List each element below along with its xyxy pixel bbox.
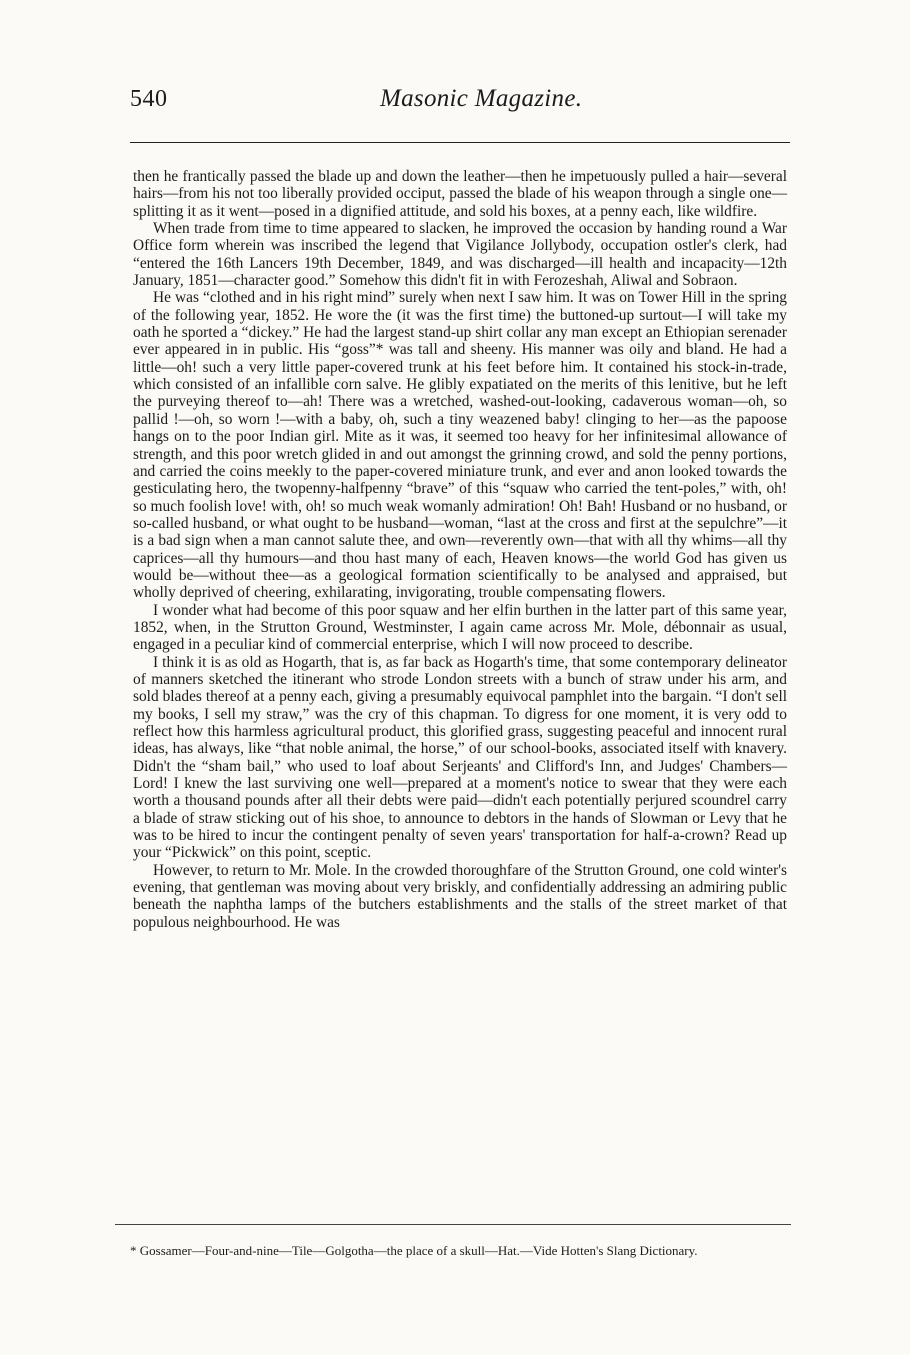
page-header <box>130 86 790 116</box>
header-rule <box>130 142 790 143</box>
paragraph-1: then he frantically passed the blade up and down the leather—then he impetuously pulled a hair—several hairs—from his not too liberally provided occiput, passed the blade of his weapon through a single one—splitting it as it went—posed in a dignified attitude, and sold his boxes, at a penny each, like wildfire. <box>133 168 787 220</box>
page-number: 540 <box>130 86 168 112</box>
footnote-rule <box>115 1224 791 1225</box>
paragraph-3: He was “clothed and in his right mind” surely when next I saw him. It was on Tower Hill in the spring of the following year, 1852. He wore the (it was the first time) the buttoned-up surtout—I will take my oath he sported a “dickey.” He had the largest stand-up shirt collar any man except an Ethiopian serenader ever appeared in in public. His “goss”* was tall and sheeny. His manner was oily and bland. He had a little—oh! such a very little paper-covered trunk at his feet before him. It contained his stock-in-trade, which consisted of an infallible corn salve. He glibly expatiated on the merits of this lenitive, but he left the purveying thereof to—ah! There was a wretched, washed-out-looking, cadaverous woman—oh, so pallid !—oh, so worn !—with a baby, oh, such a tiny weazened baby! clinging to her—as the papoose hangs on to the poor Indian girl. Mite as it was, it seemed too heavy for her infinitesimal allowance of strength, and this poor wretch glided in and out amongst the grinning crowd, and sold the penny portions, and carried the coins meekly to the paper-covered miniature trunk, and ever and anon looked towards the gesticulating hero, the twopenny-halfpenny “brave” of this “squaw who carried the tent-poles,” with, oh! so much foolish love! with, oh! so much weak womanly admiration! Oh! Bah! Husband or no husband, or so-called husband, or what ought to be husband—woman, “last at the cross and first at the sepulchre”—it is a bad sign when a man cannot salute thee, and own—reverently own—that with all thy whims—all thy caprices—all thy humours—and thou hast many of each, Heaven knows—the world God has given us would be—without thee—as a geological formation scientifically to be analysed and appraised, but wholly deprived of cheering, exhilarating, invigorating, trouble compensating flowers. <box>133 289 787 602</box>
paragraph-2: When trade from time to time appeared to slacken, he improved the occasion by handing round a War Office form wherein was inscribed the legend that Vigilance Jollybody, occupation ostler's clerk, had “entered the 16th Lancers 19th December, 1849, and was discharged—ill health and incapacity—12th January, 1851—character good.” Somehow this didn't fit in with Ferozeshah, Aliwal and Sobraon. <box>133 220 787 290</box>
running-title: Masonic Magazine. <box>380 85 583 112</box>
paragraph-6: However, to return to Mr. Mole. In the crowded thoroughfare of the Strutton Ground, one cold winter's evening, that gentleman was moving about very briskly, and confidentially addressing an admiring public beneath the naphtha lamps of the butchers establishments and the stalls of the street market of that populous neighbourhood. He was <box>133 861 787 931</box>
footnote-text: * Gossamer—Four-and-nine—Tile—Golgotha—the place of a skull—Hat.—Vide Hotten's Slang Dictionary. <box>130 1243 698 1258</box>
footnote <box>118 1243 786 1258</box>
article-body <box>133 168 787 931</box>
paragraph-5: I think it is as old as Hogarth, that is, as far back as Hogarth's time, that some contemporary delineator of manners sketched the itinerant who strode London streets with a bunch of straw under his arm, and sold blades thereof at a penny each, giving a presumably equivocal pamphlet into the bargain. “I don't sell my books, I sell my straw,” was the cry of this chapman. To digress for one moment, it is very odd to reflect how this harmless agricultural product, this glorified grass, suggesting peaceful and innocent rural ideas, has always, like “that noble animal, the horse,” of our school-books, associated itself with knavery. Didn't the “sham bail,” who used to loaf about Serjeants' and Clifford's Inn, and Judges' Chambers—Lord! I knew the last surviving one well—prepared at a moment's notice to swear that they were each worth a thousand pounds after all their debts were paid—didn't each potentially perjured scoundrel carry a blade of straw sticking out of his shoe, to announce to debtors in the hands of Slowman or Levy that he was to be hired to incur the contingent penalty of seven years' transportation for half-a-crown? Read up your “Pickwick” on this point, sceptic. <box>133 653 787 862</box>
paragraph-4: I wonder what had become of this poor squaw and her elfin burthen in the latter part of this same year, 1852, when, in the Strutton Ground, Westminster, I again came across Mr. Mole, débonnair as usual, engaged in a peculiar kind of commercial enterprise, which I will now proceed to describe. <box>133 601 787 654</box>
